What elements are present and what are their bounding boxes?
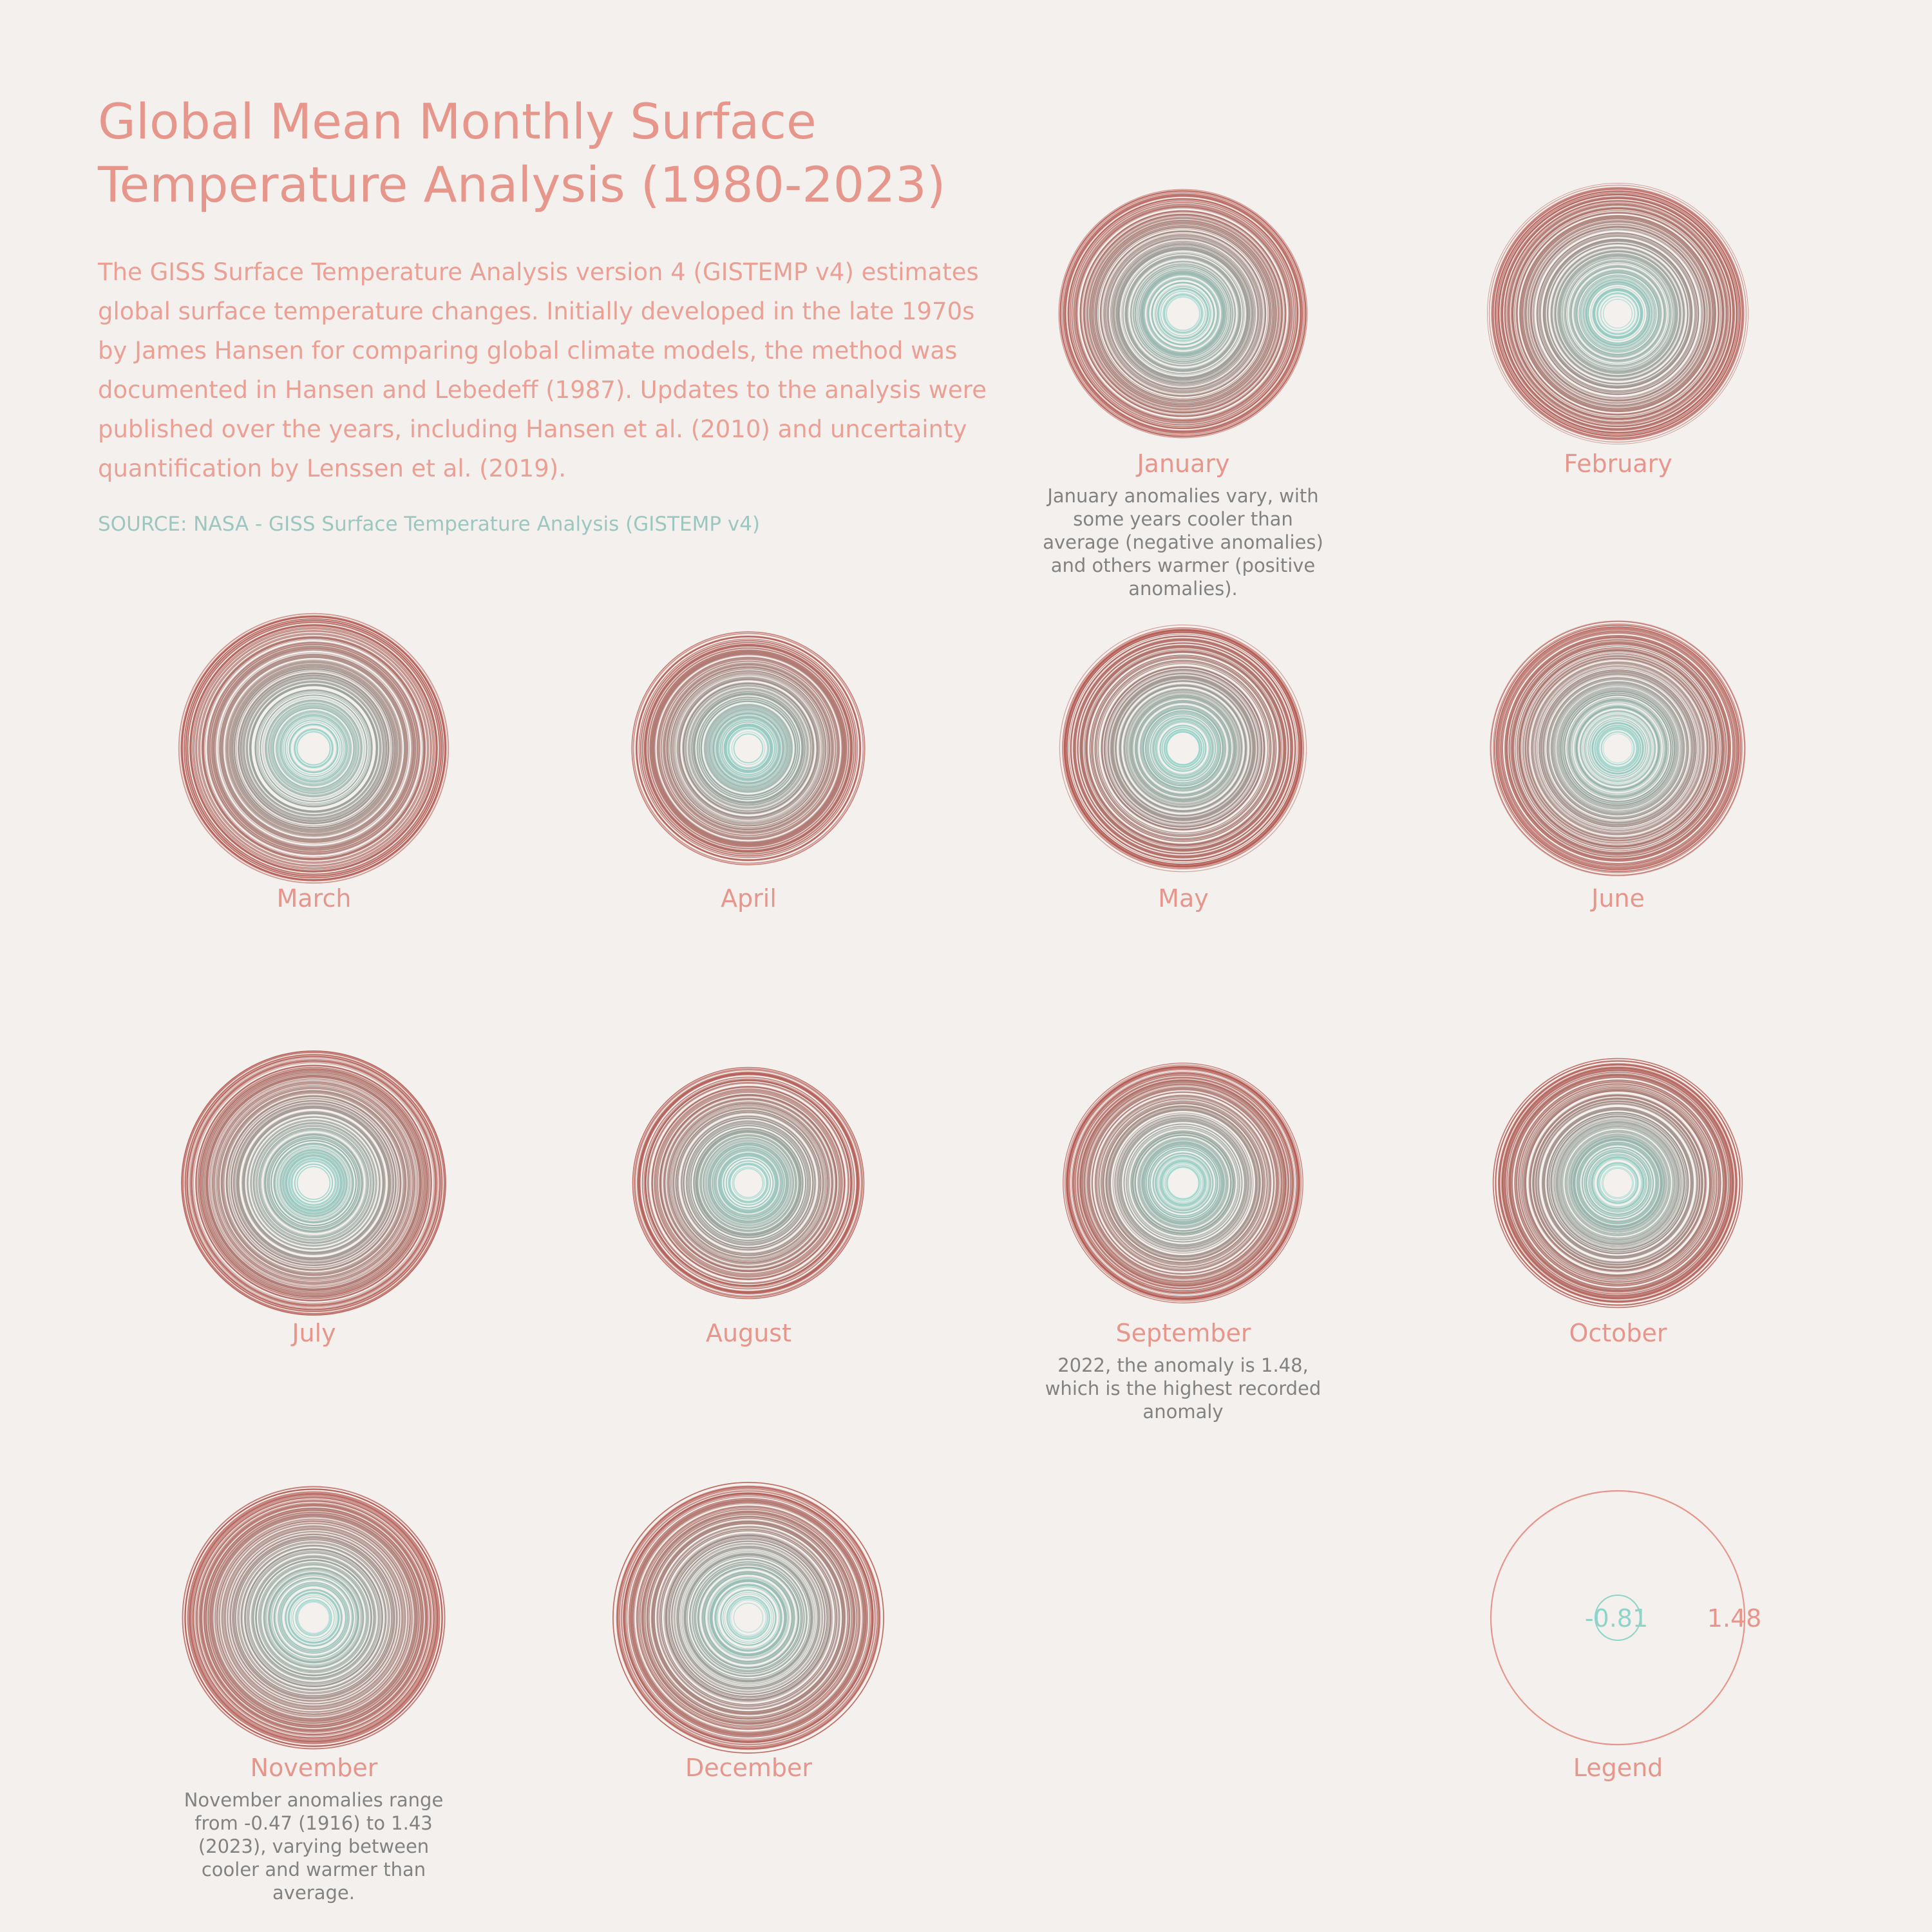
title-line-1: Global Mean Monthly Surface — [98, 93, 817, 150]
ring — [1162, 1162, 1204, 1204]
ring — [236, 671, 392, 826]
ring — [627, 1497, 870, 1739]
ring — [1598, 728, 1637, 768]
ring — [1593, 723, 1643, 773]
ring — [1157, 1157, 1209, 1209]
ring — [1162, 727, 1204, 770]
month-chart-december — [531, 1401, 966, 1835]
ring — [1500, 1065, 1736, 1302]
ring — [716, 1586, 781, 1650]
ring — [239, 674, 388, 822]
ring — [1526, 222, 1710, 406]
ring — [1571, 1137, 1663, 1229]
ring — [1522, 652, 1714, 844]
ring — [298, 1167, 330, 1200]
ring — [216, 650, 412, 847]
ring — [239, 1543, 388, 1692]
ring — [1128, 693, 1238, 804]
ring — [1526, 222, 1710, 406]
month-chart-october — [1401, 966, 1835, 1401]
ring — [197, 1501, 431, 1735]
ring — [295, 1164, 333, 1202]
ring — [1148, 1148, 1218, 1218]
month-label: March — [276, 884, 352, 913]
ring — [217, 1521, 410, 1714]
ring — [732, 1167, 764, 1198]
ring — [283, 718, 343, 778]
ring — [1544, 674, 1691, 822]
ring — [1515, 646, 1720, 851]
month-label: May — [1158, 884, 1209, 913]
ring — [1502, 633, 1733, 864]
ring — [705, 1139, 792, 1227]
ring — [1158, 289, 1209, 339]
ring — [1499, 195, 1737, 433]
ring — [1135, 701, 1231, 796]
ring — [264, 1568, 363, 1667]
ring — [1531, 227, 1705, 401]
ring — [1602, 1168, 1634, 1199]
ring — [1577, 273, 1659, 355]
ring — [1142, 272, 1224, 355]
ring — [1166, 732, 1199, 764]
ring — [710, 710, 787, 787]
ring — [722, 722, 774, 774]
ring — [1598, 1163, 1638, 1204]
ring — [1526, 1091, 1710, 1275]
ring — [1164, 730, 1202, 767]
ring — [675, 1544, 822, 1691]
ring — [1097, 662, 1269, 835]
ring — [1555, 686, 1680, 811]
ring — [1142, 1142, 1224, 1224]
ring — [1135, 266, 1231, 361]
ring — [294, 729, 333, 768]
ring — [270, 1575, 357, 1662]
ring — [1094, 224, 1273, 404]
ring — [696, 1130, 801, 1236]
month-chart-november — [97, 1401, 531, 1904]
ring — [1586, 282, 1649, 345]
ring — [239, 674, 388, 823]
month-label: August — [706, 1319, 791, 1347]
ring — [285, 1155, 342, 1211]
ring — [298, 732, 330, 765]
month-annotation: 2022, the anomaly is 1.48, which is the highest recorded anomaly — [1045, 1354, 1321, 1423]
ring — [625, 1495, 871, 1741]
ring — [1135, 266, 1231, 361]
ring — [681, 1550, 817, 1686]
ring — [1167, 298, 1200, 330]
month-chart-march — [97, 531, 531, 966]
ring — [213, 1517, 415, 1719]
title-line-2: Temperature Analysis (1980-2023) — [98, 156, 946, 213]
ring — [719, 719, 779, 779]
ring — [1166, 296, 1200, 330]
ring — [230, 1099, 398, 1267]
ring — [674, 674, 824, 824]
ring — [1566, 1131, 1670, 1235]
ring — [290, 1159, 338, 1208]
ring — [1599, 1164, 1637, 1202]
ring — [1510, 205, 1726, 422]
ring — [261, 1565, 366, 1670]
ring — [1137, 267, 1229, 360]
ring — [1586, 717, 1649, 780]
ring — [1604, 734, 1633, 763]
ring — [279, 1584, 348, 1652]
ring — [699, 1569, 798, 1667]
ring — [730, 1164, 768, 1202]
ring — [258, 693, 369, 804]
ring — [1097, 662, 1269, 835]
ring — [1554, 685, 1681, 812]
legend-label: Legend — [1573, 1754, 1663, 1782]
legend — [1401, 1401, 1835, 1835]
ring — [280, 1584, 348, 1652]
ring — [1595, 291, 1640, 336]
ring — [731, 1600, 766, 1636]
ring — [1548, 244, 1688, 384]
ring — [284, 1153, 344, 1213]
ring — [1515, 646, 1720, 851]
ring — [187, 1056, 440, 1309]
ring — [658, 1093, 839, 1274]
ring — [679, 1548, 818, 1687]
ring — [1153, 283, 1214, 345]
ring — [1575, 705, 1661, 791]
ring — [1531, 227, 1705, 401]
month-label: June — [1591, 884, 1645, 913]
ring — [1139, 1139, 1227, 1227]
ring — [1575, 1141, 1661, 1226]
month-label: January — [1137, 450, 1230, 478]
ring — [296, 1600, 331, 1635]
ring — [1141, 271, 1226, 356]
ring — [726, 726, 770, 770]
ring — [1090, 655, 1276, 841]
ring — [297, 1601, 330, 1634]
ring — [684, 684, 813, 813]
ring — [1585, 1150, 1651, 1216]
ring — [729, 1598, 768, 1637]
ring — [1502, 632, 1733, 864]
page-title — [98, 90, 987, 216]
ring — [716, 1586, 781, 1650]
ring — [1592, 723, 1643, 773]
ring — [1602, 732, 1634, 765]
ring — [256, 1560, 372, 1676]
ring — [667, 1536, 830, 1700]
ring — [286, 1590, 341, 1645]
month-label: February — [1564, 450, 1672, 478]
ring — [217, 1521, 410, 1714]
ring — [1116, 1116, 1249, 1249]
ring — [724, 1159, 773, 1208]
ring — [292, 1161, 335, 1204]
ring — [291, 1160, 336, 1206]
ring — [1160, 291, 1206, 336]
month-label: November — [250, 1754, 378, 1782]
ring — [282, 717, 346, 781]
ring — [698, 1567, 799, 1668]
ring — [708, 1577, 790, 1659]
ring — [1138, 703, 1229, 794]
ring — [646, 1081, 851, 1285]
ring — [252, 1557, 374, 1678]
ring — [1148, 713, 1219, 784]
ring — [1078, 643, 1289, 854]
ring — [636, 636, 860, 860]
ring — [715, 1585, 781, 1651]
ring — [1165, 730, 1200, 766]
ring — [187, 1056, 440, 1310]
ring — [684, 684, 813, 813]
ring — [730, 1599, 768, 1637]
month-chart-august — [531, 966, 966, 1401]
ring — [1561, 692, 1674, 805]
ring — [670, 1539, 827, 1696]
month-label: December — [685, 1754, 813, 1782]
ring — [254, 1124, 374, 1243]
ring — [293, 1597, 334, 1638]
ring — [232, 1101, 396, 1265]
month-chart-january — [966, 97, 1401, 600]
ring — [1599, 730, 1637, 768]
ring — [1113, 1113, 1253, 1253]
ring — [1499, 195, 1737, 433]
ring — [207, 1077, 419, 1289]
ring — [661, 661, 835, 835]
ring — [1555, 686, 1681, 811]
ring — [687, 1557, 810, 1679]
ring — [1596, 727, 1640, 770]
ring — [724, 724, 773, 773]
ring — [729, 1164, 768, 1202]
month-chart-february — [1401, 97, 1835, 531]
ring — [256, 1125, 372, 1241]
ring — [289, 1158, 339, 1208]
ring — [272, 1576, 355, 1660]
ring — [1142, 272, 1225, 355]
ring — [1121, 687, 1245, 811]
ring — [1553, 249, 1683, 379]
ring — [1567, 263, 1669, 365]
description: The GISS Surface Temperature Analysis version 4 (GISTEMP v4) estimates global surface temperature changes. Initially developed in the late 1970s by James Hansen for comparing global climate models, the method was documented in Hansen and Lebedeff (1987). Updates to the analysis were published over the years, including Hansen et al. (2010) and uncertainty quantification by Lenssen et al. (2019). — [98, 258, 987, 482]
ring — [1515, 646, 1720, 851]
ring — [276, 1580, 352, 1656]
ring — [718, 1153, 779, 1213]
ring — [1577, 272, 1659, 355]
ring — [1161, 292, 1206, 336]
ring — [1567, 697, 1669, 799]
ring — [1598, 294, 1637, 333]
ring — [712, 712, 784, 784]
ring — [712, 1581, 785, 1654]
ring — [724, 1159, 773, 1208]
ring — [1587, 1152, 1649, 1215]
ring — [1566, 261, 1670, 366]
month-chart-april — [531, 531, 966, 966]
ring — [1603, 1168, 1632, 1197]
ring — [236, 1540, 392, 1696]
ring — [1168, 1168, 1199, 1199]
ring — [283, 717, 344, 779]
ring — [1162, 728, 1204, 769]
ring — [205, 639, 422, 857]
month-annotation: November anomalies range from -0.47 (1916) to 1.43 (2023), varying between cooler and warmer than average. — [184, 1789, 444, 1904]
ring — [289, 1593, 337, 1642]
ring — [1135, 1135, 1231, 1231]
ring — [734, 1169, 763, 1198]
ring — [1604, 299, 1633, 328]
ring — [724, 1594, 772, 1642]
ring — [715, 1150, 781, 1216]
source-note: SOURCE: NASA - GISS Surface Temperature Analysis (GISTEMP v4) — [98, 513, 761, 536]
ring — [269, 1573, 359, 1663]
ring — [719, 1153, 778, 1213]
ring — [270, 1574, 358, 1662]
ring — [1098, 229, 1267, 398]
ring — [1563, 694, 1673, 804]
month-label: October — [1569, 1319, 1667, 1347]
ring — [645, 1514, 852, 1721]
ring — [1078, 643, 1289, 854]
ring — [1594, 1159, 1642, 1207]
ring — [217, 1521, 410, 1714]
ring — [1580, 276, 1655, 351]
ring — [1069, 634, 1298, 863]
month-label: September — [1115, 1319, 1251, 1347]
month-chart-june — [1401, 531, 1835, 966]
ring — [734, 734, 763, 763]
header — [98, 90, 987, 536]
ring — [1078, 643, 1288, 853]
ring — [734, 1603, 762, 1632]
ring — [1595, 290, 1641, 337]
ring — [1577, 273, 1658, 354]
ring — [1163, 1163, 1202, 1202]
month-chart-may — [966, 531, 1401, 966]
ring — [1538, 668, 1698, 829]
ring — [726, 726, 771, 771]
month-label: April — [721, 884, 777, 913]
ring — [298, 1602, 329, 1633]
ring — [200, 634, 428, 863]
ring — [722, 722, 775, 775]
ring — [258, 693, 369, 804]
ring — [1094, 224, 1273, 403]
ring — [1495, 1061, 1740, 1305]
ring — [297, 732, 331, 766]
ring — [1601, 297, 1635, 331]
ring — [252, 1121, 376, 1245]
ring — [714, 1149, 782, 1217]
ring — [729, 729, 767, 767]
ring — [1593, 1159, 1643, 1208]
ring — [1592, 723, 1643, 774]
ring — [682, 1117, 815, 1249]
month-chart-september — [966, 966, 1401, 1423]
ring — [1148, 714, 1217, 782]
ring — [730, 1165, 766, 1201]
ring — [1591, 287, 1645, 341]
ring — [710, 1580, 786, 1655]
ring — [1572, 703, 1663, 794]
ring — [732, 732, 764, 764]
ring — [1526, 1091, 1710, 1275]
ring — [1147, 712, 1219, 784]
ring — [1163, 294, 1203, 334]
ring — [706, 706, 791, 791]
ring — [705, 1575, 792, 1662]
ring — [1165, 1165, 1201, 1201]
ring — [1600, 1165, 1636, 1201]
ring — [1507, 1072, 1728, 1294]
ring — [727, 1596, 770, 1640]
month-annotation: January anomalies vary, with some years cooler than average (negative anomalies) and others warmer (positive anomalies). — [1043, 485, 1323, 600]
ring — [1164, 295, 1202, 333]
ring — [1152, 283, 1214, 345]
ring — [285, 1589, 341, 1645]
month-label: July — [292, 1319, 336, 1347]
ring — [295, 730, 332, 767]
ring — [1162, 1162, 1205, 1205]
ring — [1149, 714, 1217, 782]
month-chart-july — [97, 966, 531, 1401]
legend-max-label: 1.48 — [1707, 1604, 1762, 1633]
legend-min-label: -0.81 — [1584, 1604, 1649, 1633]
ring — [665, 1100, 831, 1266]
ring — [1577, 707, 1659, 790]
